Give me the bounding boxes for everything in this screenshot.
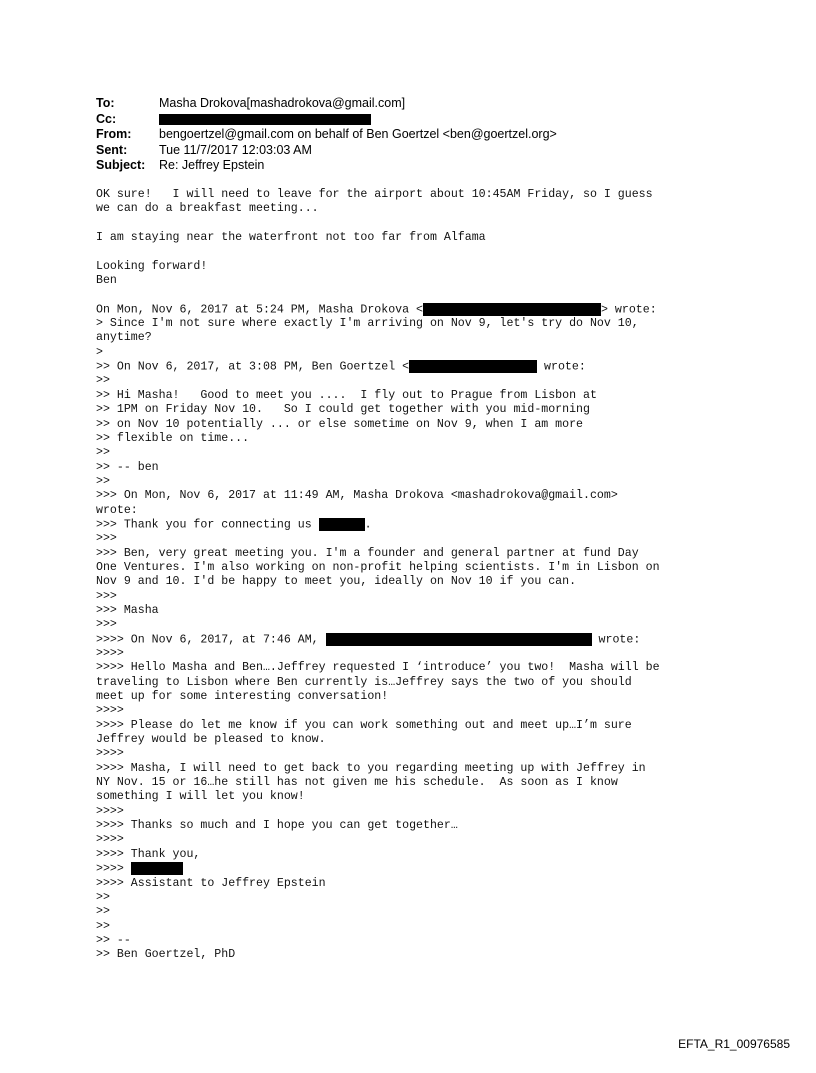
- body-line: [96, 805, 736, 819]
- body-line: [96, 661, 736, 675]
- body-line-text: >>>>: [96, 647, 124, 660]
- body-line: [96, 575, 736, 589]
- to-row: [96, 96, 557, 112]
- body-line-text: >>: [96, 919, 110, 933]
- body-line: [96, 676, 736, 690]
- body-line-text: I am staying near the waterfront not too far from Alfama: [96, 231, 486, 245]
- body-line: [96, 934, 736, 948]
- body-line-text: >>: [96, 474, 110, 488]
- body-line: [96, 790, 736, 804]
- body-line-text: >>>: [96, 532, 117, 546]
- body-line: [96, 733, 736, 747]
- body-line: [96, 704, 736, 718]
- body-line-text: >>>>: [96, 704, 124, 718]
- body-line: [96, 647, 736, 661]
- body-line-suffix: > wrote:: [601, 303, 657, 317]
- body-line-text: >> -- ben: [96, 460, 159, 474]
- body-line-suffix: .: [364, 518, 372, 532]
- body-line: [96, 532, 736, 546]
- sent-label: Sent:: [96, 142, 128, 157]
- body-line: [96, 604, 736, 618]
- body-line: [96, 747, 736, 761]
- body-line-text: >: [96, 345, 103, 359]
- body-line-text: >>>> On Nov 6, 2017, at 7:46 AM,: [96, 633, 326, 647]
- body-line: [96, 618, 736, 632]
- body-line: [96, 331, 736, 345]
- body-line: [96, 920, 736, 934]
- subject-value: Re: Jeffrey Epstein: [159, 158, 265, 172]
- body-line-text: traveling to Lisbon where Ben currently is…Jeffrey says the two of you should: [96, 675, 632, 689]
- body-line-text: >>>> Please do let me know if you can work something out and meet up…I’m sure: [96, 718, 632, 732]
- body-line-text: something I will let you know!: [96, 790, 305, 804]
- body-line-text: >> Hi Masha! Good to meet you .... I fly out to Prague from Lisbon at: [96, 388, 597, 402]
- email-header: [96, 96, 557, 174]
- redaction-bar: [423, 303, 601, 316]
- body-line-text: Jeffrey would be pleased to know.: [96, 733, 326, 747]
- body-line: [96, 776, 736, 790]
- body-line: [96, 948, 736, 962]
- email-body: [96, 188, 736, 963]
- body-line: [96, 877, 736, 891]
- body-line: [96, 819, 736, 833]
- body-line: [96, 303, 736, 317]
- subject-label: Subject:: [96, 158, 146, 172]
- body-line: [96, 762, 736, 776]
- body-line: [96, 633, 736, 647]
- from-value: bengoertzel@gmail.com on behalf of Ben Goertzel <ben@goertzel.org>: [159, 127, 557, 141]
- body-line-text: >> On Nov 6, 2017, at 3:08 PM, Ben Goertzel <: [96, 360, 410, 374]
- body-line: [96, 461, 736, 475]
- sent-value: Tue 11/7/2017 12:03:03 AM: [159, 142, 312, 157]
- body-line: [96, 374, 736, 388]
- body-line-text: wrote:: [96, 503, 138, 517]
- body-line-text: >>>> Thanks so much and I hope you can get together…: [96, 819, 458, 833]
- body-line-text: >> --: [96, 933, 131, 947]
- body-line-text: >> Ben Goertzel, PhD: [96, 948, 236, 962]
- body-line: [96, 833, 736, 847]
- body-line: [96, 188, 736, 202]
- body-line-text: >>> Thank you for connecting us: [96, 518, 319, 532]
- body-line: [96, 547, 736, 561]
- to-label: To:: [96, 96, 115, 110]
- body-line: [96, 217, 736, 231]
- body-line-suffix: wrote:: [591, 633, 641, 647]
- redaction-bar: [131, 862, 183, 875]
- body-line-text: meet up for some interesting conversation!: [96, 690, 389, 704]
- body-line-suffix: wrote:: [537, 360, 586, 374]
- body-line-text: >>>> Hello Masha and Ben….Jeffrey requested I ‘introduce’ you two! Masha will be: [96, 661, 660, 675]
- body-line: [96, 360, 736, 374]
- body-line: [96, 260, 736, 274]
- redaction-bar: [319, 518, 365, 531]
- body-line: [96, 489, 736, 503]
- body-line-text: >>>> Assistant to Jeffrey Epstein: [96, 876, 326, 890]
- to-value: Masha Drokova[mashadrokova@gmail.com]: [159, 96, 406, 110]
- sent-row: [96, 143, 557, 159]
- subject-row: [96, 158, 557, 174]
- body-line-text: >>> On Mon, Nov 6, 2017 at 11:49 AM, Masha Drokova <mashadrokova@gmail.com>: [96, 489, 618, 503]
- body-line-text: >>> Ben, very great meeting you. I'm a founder and general partner at fund Day: [96, 546, 639, 560]
- body-line-text: >>>: [96, 618, 117, 632]
- body-line: [96, 504, 736, 518]
- body-line-text: >>>>: [96, 804, 124, 818]
- body-line-text: >>>: [96, 589, 117, 603]
- body-line: [96, 245, 736, 259]
- body-line-text: we can do a breakfast meeting...: [96, 202, 319, 216]
- body-line: [96, 518, 736, 532]
- body-line-text: One Ventures. I'm also working on non-profit helping scientists. I'm in Lisbon on: [96, 560, 660, 574]
- body-line-text: NY Nov. 15 or 16…he still has not given me his schedule. As soon as I know: [96, 776, 618, 790]
- body-line-text: >>>>: [96, 833, 124, 847]
- body-line: [96, 274, 736, 288]
- body-line: [96, 346, 736, 360]
- body-line-text: anytime?: [96, 331, 152, 345]
- redaction-bar: [409, 360, 537, 373]
- body-line: [96, 288, 736, 302]
- body-line-text: >>> Masha: [96, 603, 159, 617]
- body-line-text: Looking forward!: [96, 259, 208, 273]
- body-line-text: >> flexible on time...: [96, 431, 250, 445]
- body-line: [96, 202, 736, 216]
- body-line: [96, 475, 736, 489]
- body-line-text: Nov 9 and 10. I'd be happy to meet you, ideally on Nov 10 if you can.: [96, 575, 577, 589]
- body-line: [96, 389, 736, 403]
- body-line-text: >>>> Thank you,: [96, 847, 201, 861]
- body-line: [96, 848, 736, 862]
- from-label: From:: [96, 127, 132, 141]
- body-line: [96, 719, 736, 733]
- from-row: [96, 127, 557, 143]
- document-id: EFTA_R1_00976585: [678, 1037, 790, 1051]
- body-line-text: On Mon, Nov 6, 2017 at 5:24 PM, Masha Drokova <: [96, 303, 423, 317]
- body-line-text: > Since I'm not sure where exactly I'm arriving on Nov 9, let's try do Nov 10,: [96, 317, 639, 331]
- body-line-text: >>>>: [96, 862, 131, 876]
- cc-label: Cc:: [96, 111, 117, 126]
- cc-row: [96, 112, 557, 128]
- body-line: [96, 446, 736, 460]
- body-line-text: >> on Nov 10 potentially ... or else sometime on Nov 9, when I am more: [96, 417, 584, 431]
- body-line: [96, 432, 736, 446]
- body-line-text: >>>>: [96, 747, 124, 761]
- body-line: [96, 905, 736, 919]
- body-line: [96, 862, 736, 876]
- body-line: [96, 690, 736, 704]
- body-line: [96, 561, 736, 575]
- body-line-text: OK sure! I will need to leave for the airport about 10:45AM Friday, so I guess: [96, 188, 653, 201]
- body-line: [96, 317, 736, 331]
- body-line: [96, 418, 736, 432]
- body-line-text: Ben: [96, 274, 117, 288]
- body-line-text: >>: [96, 890, 110, 904]
- body-line-text: >>: [96, 905, 110, 919]
- body-line-text: >>: [96, 446, 110, 460]
- body-line: [96, 403, 736, 417]
- body-line-text: >> 1PM on Friday Nov 10. So I could get together with you mid-morning: [96, 403, 590, 417]
- body-line: [96, 590, 736, 604]
- cc-redaction: [159, 114, 371, 125]
- body-line: [96, 231, 736, 245]
- redaction-bar: [326, 633, 592, 646]
- body-line-text: >>: [96, 374, 110, 388]
- body-line-text: >>>> Masha, I will need to get back to you regarding meeting up with Jeffrey in: [96, 761, 646, 775]
- body-line: [96, 891, 736, 905]
